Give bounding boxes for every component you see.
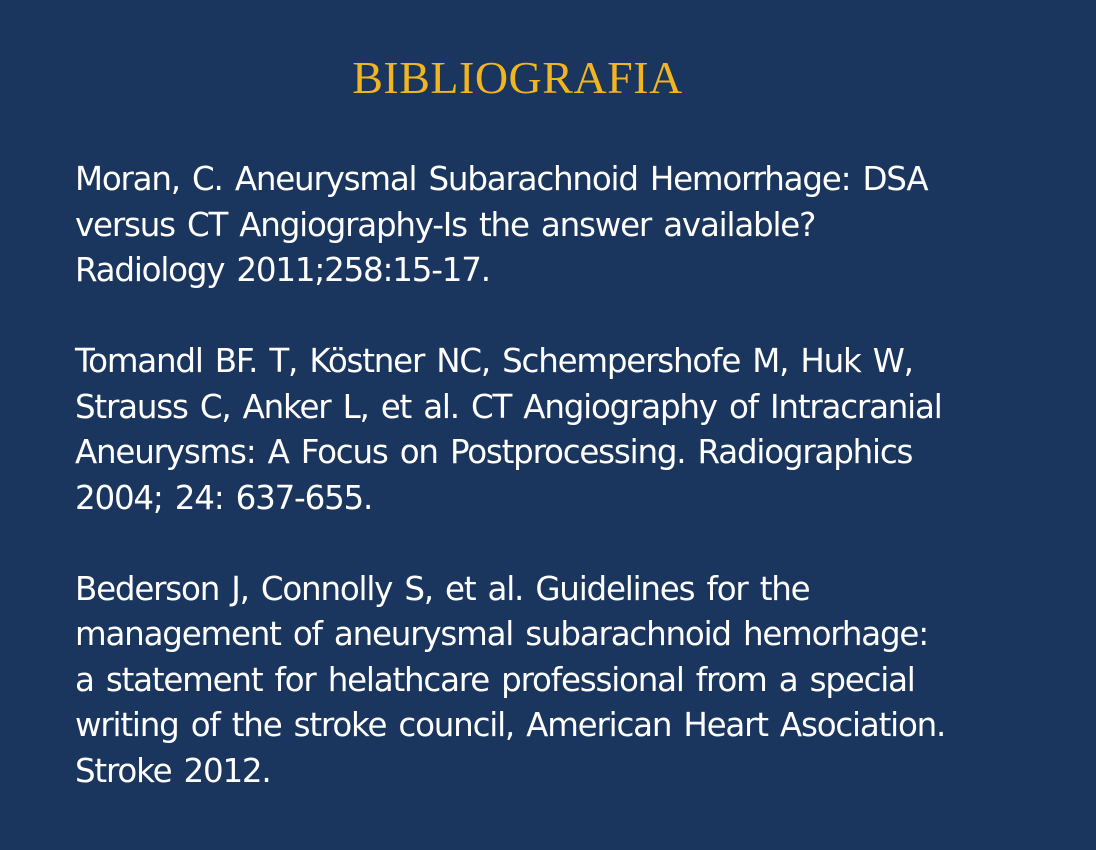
reference-list	[75, 157, 1065, 840]
reference-line: Bederson J, Connolly S, et al. Guidelines for the	[75, 569, 810, 608]
reference-line: writing of the stroke council, American Heart Asociation.	[75, 706, 946, 744]
reference-line: Strauss C, Anker L, et al. CT Angiography of Intracranial	[75, 387, 942, 426]
reference-line: 2004; 24: 637-655.	[75, 478, 373, 517]
reference-line: Tomandl BF. T, Köstner NC, Schempershofe M, Huk W,	[75, 342, 913, 380]
reference-line: a statement for helathcare professional from a special	[75, 660, 915, 699]
reference-line: management of aneurysmal subarachnoid hemorhage:	[75, 615, 928, 653]
reference-item	[75, 339, 1065, 521]
reference-line: Radiology 2011;258:15-17.	[75, 251, 490, 289]
reference-item	[75, 157, 1065, 294]
reference-line: versus CT Angiography-Is the answer available?	[75, 205, 816, 244]
reference-item	[75, 567, 1065, 795]
slide-title: BIBLIOGRAFIA	[352, 52, 683, 103]
reference-line: Aneurysms: A Focus on Postprocessing. Radiographics	[75, 433, 913, 471]
reference-line: Moran, C. Aneurysmal Subarachnoid Hemorrhage: DSA	[75, 160, 928, 198]
reference-line: Stroke 2012.	[75, 751, 271, 790]
